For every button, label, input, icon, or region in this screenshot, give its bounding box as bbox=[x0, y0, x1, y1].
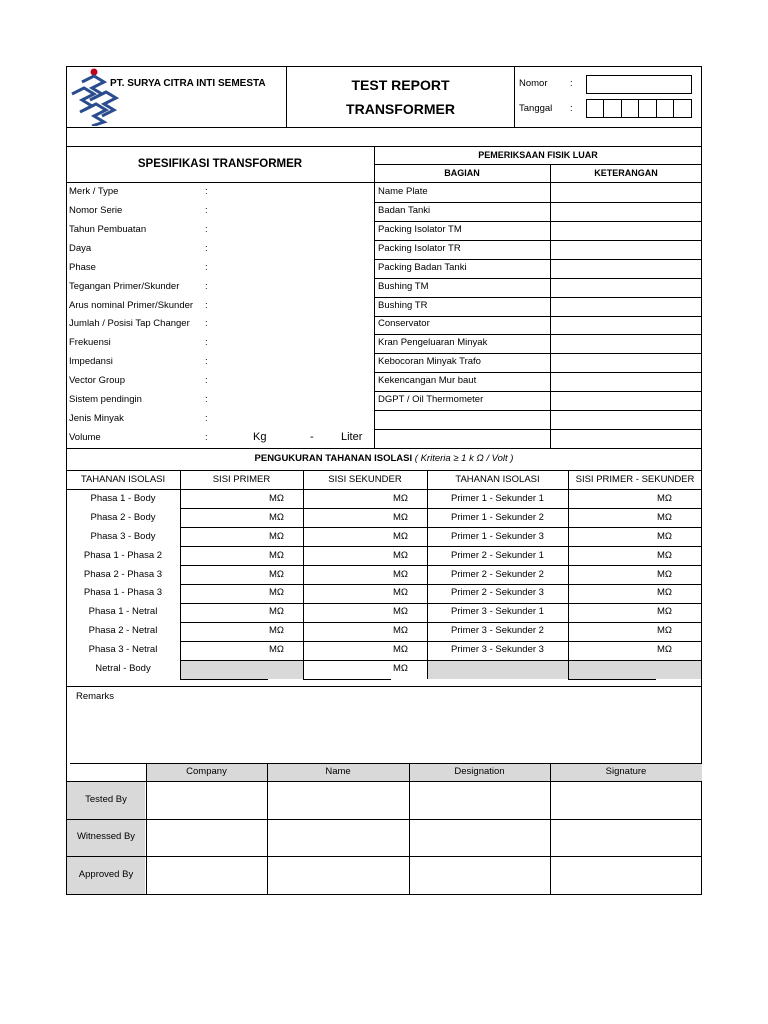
divider bbox=[146, 763, 147, 895]
left-row-label: Phasa 2 - Body bbox=[90, 512, 156, 523]
divider bbox=[568, 470, 569, 679]
nomor-colon: : bbox=[570, 78, 573, 89]
divider bbox=[267, 763, 268, 895]
spec-colon: : bbox=[205, 337, 208, 348]
right-row-label: Primer 1 - Sekunder 1 bbox=[451, 493, 544, 504]
spec-colon: : bbox=[205, 394, 208, 405]
divider bbox=[374, 353, 702, 354]
unit-sekunder: MΩ bbox=[393, 550, 409, 561]
remarks-field[interactable] bbox=[70, 704, 698, 760]
spec-label: Impedansi bbox=[69, 356, 113, 367]
divider bbox=[374, 391, 702, 392]
unit-sekunder: MΩ bbox=[393, 512, 409, 523]
measure-title bbox=[66, 453, 702, 465]
left-row-label: Phasa 1 - Phasa 3 bbox=[83, 587, 163, 598]
divider bbox=[673, 99, 674, 118]
spec-colon: : bbox=[205, 318, 208, 329]
spec-label: Phase bbox=[69, 262, 96, 273]
unit-sekunder: MΩ bbox=[393, 587, 409, 598]
right-row-label: Primer 3 - Sekunder 2 bbox=[451, 625, 544, 636]
divider bbox=[568, 679, 656, 680]
inspection-title: PEMERIKSAAN FISIK LUAR bbox=[478, 150, 598, 160]
unit-sekunder: MΩ bbox=[393, 569, 409, 580]
tanggal-colon: : bbox=[570, 103, 573, 114]
inspection-item: DGPT / Oil Thermometer bbox=[378, 394, 484, 405]
unit-primer-sekunder: MΩ bbox=[657, 569, 673, 580]
unit-primer: MΩ bbox=[269, 512, 285, 523]
left-row-label: Phasa 1 - Phasa 2 bbox=[83, 550, 163, 561]
unit-primer-sekunder: MΩ bbox=[657, 512, 673, 523]
divider bbox=[374, 316, 702, 317]
left-row-label: Phasa 2 - Netral bbox=[88, 625, 158, 636]
left-row-label: Netral - Body bbox=[95, 663, 151, 674]
company-logo bbox=[68, 68, 128, 126]
measure-criteria: ( Kriteria ≥ 1 k Ω / Volt ) bbox=[414, 453, 514, 464]
inspection-col-bagian: BAGIAN bbox=[444, 168, 480, 178]
spec-colon: : bbox=[205, 243, 208, 254]
measure-title-text: PENGUKURAN TAHANAN ISOLASI bbox=[254, 453, 413, 464]
title-line2: TRANSFORMER bbox=[346, 101, 455, 117]
inspection-item: Name Plate bbox=[378, 186, 428, 197]
divider bbox=[374, 410, 702, 411]
spec-label: Arus nominal Primer/Skunder bbox=[69, 300, 194, 311]
spec-colon: : bbox=[205, 281, 208, 292]
company-name: PT. SURYA CITRA INTI SEMESTA bbox=[110, 78, 266, 89]
unit-primer-sekunder: MΩ bbox=[657, 587, 673, 598]
divider bbox=[66, 448, 702, 449]
divider bbox=[638, 99, 639, 118]
divider bbox=[66, 127, 702, 128]
shaded-cell bbox=[428, 661, 568, 679]
tanggal-label: Tanggal bbox=[519, 103, 553, 114]
tanggal-field[interactable] bbox=[586, 99, 692, 118]
remarks-label: Remarks bbox=[76, 691, 115, 702]
divider bbox=[603, 99, 604, 118]
inspection-col-keterangan: KETERANGAN bbox=[594, 168, 658, 178]
unit-primer: MΩ bbox=[269, 625, 285, 636]
left-row-label: Phasa 1 - Body bbox=[90, 493, 156, 504]
right-row-label: Primer 1 - Sekunder 2 bbox=[451, 512, 544, 523]
spec-label: Jumlah / Posisi Tap Changer bbox=[69, 318, 190, 329]
divider bbox=[550, 164, 551, 448]
spec-label: Frekuensi bbox=[69, 337, 111, 348]
volume-kg: Kg bbox=[253, 431, 267, 443]
divider bbox=[374, 259, 702, 260]
divider bbox=[66, 819, 702, 820]
inspection-item: Badan Tanki bbox=[378, 205, 431, 216]
unit-sekunder: MΩ bbox=[393, 606, 409, 617]
spec-title: SPESIFIKASI TRANSFORMER bbox=[137, 158, 303, 170]
spec-colon: : bbox=[205, 375, 208, 386]
spec-label: Vector Group bbox=[69, 375, 125, 386]
divider bbox=[621, 99, 622, 118]
inspection-item: Conservator bbox=[378, 318, 430, 329]
left-row-label: Phasa 1 - Netral bbox=[88, 606, 158, 617]
spec-colon: : bbox=[205, 224, 208, 235]
divider bbox=[409, 763, 410, 895]
divider bbox=[180, 622, 702, 623]
col-header: SISI PRIMER bbox=[212, 474, 271, 485]
shaded-cell bbox=[181, 661, 303, 679]
divider bbox=[303, 470, 304, 679]
shaded-cell bbox=[569, 661, 701, 679]
divider bbox=[180, 470, 181, 679]
divider bbox=[66, 182, 702, 183]
sign-row-label: Tested By bbox=[85, 794, 127, 805]
inspection-item: Packing Isolator TR bbox=[378, 243, 461, 254]
sign-header: Designation bbox=[454, 766, 505, 777]
col-header: TAHANAN ISOLASI bbox=[455, 474, 540, 485]
divider bbox=[66, 856, 702, 857]
left-row-label: Phasa 3 - Body bbox=[90, 531, 156, 542]
spec-label: Nomor Serie bbox=[69, 205, 123, 216]
sign-header: Name bbox=[325, 766, 351, 777]
divider bbox=[374, 372, 702, 373]
divider bbox=[286, 66, 287, 127]
spec-label: Volume bbox=[69, 432, 101, 443]
unit-primer-sekunder: MΩ bbox=[657, 644, 673, 655]
divider bbox=[374, 164, 702, 165]
divider bbox=[656, 99, 657, 118]
spec-label: Tahun Pembuatan bbox=[69, 224, 147, 235]
sign-header: Signature bbox=[605, 766, 647, 777]
volume-dash: - bbox=[310, 431, 314, 443]
inspection-item: Kekencangan Mur baut bbox=[378, 375, 477, 386]
unit-sekunder: MΩ bbox=[393, 663, 409, 674]
right-row-label: Primer 2 - Sekunder 1 bbox=[451, 550, 544, 561]
divider bbox=[180, 546, 702, 547]
divider bbox=[180, 603, 702, 604]
right-row-label: Primer 2 - Sekunder 2 bbox=[451, 569, 544, 580]
divider bbox=[374, 202, 702, 203]
nomor-label: Nomor bbox=[519, 78, 548, 89]
right-row-label: Primer 1 - Sekunder 3 bbox=[451, 531, 544, 542]
right-row-label: Primer 3 - Sekunder 1 bbox=[451, 606, 544, 617]
unit-primer: MΩ bbox=[269, 493, 285, 504]
unit-primer-sekunder: MΩ bbox=[657, 550, 673, 561]
inspection-item: Bushing TR bbox=[378, 300, 428, 311]
divider bbox=[374, 240, 702, 241]
divider bbox=[180, 527, 702, 528]
spec-colon: : bbox=[205, 186, 208, 197]
inspection-item: Kebocoran Minyak Trafo bbox=[378, 356, 481, 367]
volume-liter: Liter bbox=[341, 431, 363, 443]
divider bbox=[550, 763, 551, 895]
spec-label: Daya bbox=[69, 243, 92, 254]
spec-colon: : bbox=[205, 262, 208, 273]
unit-primer-sekunder: MΩ bbox=[657, 493, 673, 504]
divider bbox=[66, 146, 702, 147]
divider bbox=[66, 489, 702, 490]
divider bbox=[66, 781, 702, 782]
divider bbox=[180, 565, 702, 566]
spec-label: Merk / Type bbox=[69, 186, 119, 197]
divider bbox=[374, 297, 702, 298]
unit-primer-sekunder: MΩ bbox=[657, 531, 673, 542]
unit-primer: MΩ bbox=[269, 644, 285, 655]
spec-label: Tegangan Primer/Skunder bbox=[69, 281, 180, 292]
divider bbox=[66, 686, 702, 687]
divider bbox=[374, 278, 702, 279]
divider bbox=[180, 679, 268, 680]
divider bbox=[374, 221, 702, 222]
unit-primer: MΩ bbox=[269, 606, 285, 617]
divider bbox=[180, 508, 702, 509]
divider bbox=[180, 584, 702, 585]
sign-header: Company bbox=[186, 766, 227, 777]
divider bbox=[66, 470, 702, 471]
left-row-label: Phasa 2 - Phasa 3 bbox=[83, 569, 163, 580]
sign-row-label: Witnessed By bbox=[76, 831, 136, 842]
spec-colon: : bbox=[205, 413, 208, 424]
unit-sekunder: MΩ bbox=[393, 493, 409, 504]
right-row-label: Primer 3 - Sekunder 3 bbox=[451, 644, 544, 655]
unit-sekunder: MΩ bbox=[393, 644, 409, 655]
col-header: SISI SEKUNDER bbox=[328, 474, 402, 485]
spec-colon: : bbox=[205, 205, 208, 216]
divider bbox=[180, 641, 702, 642]
divider bbox=[514, 66, 515, 127]
spec-colon: : bbox=[205, 432, 208, 443]
unit-primer: MΩ bbox=[269, 569, 285, 580]
unit-primer-sekunder: MΩ bbox=[657, 625, 673, 636]
spec-label: Jenis Minyak bbox=[69, 413, 124, 424]
unit-sekunder: MΩ bbox=[393, 625, 409, 636]
unit-primer: MΩ bbox=[269, 587, 285, 598]
left-row-label: Phasa 3 - Netral bbox=[88, 644, 158, 655]
col-header: TAHANAN ISOLASI bbox=[80, 474, 166, 485]
divider bbox=[374, 429, 702, 430]
right-row-label: Primer 2 - Sekunder 3 bbox=[451, 587, 544, 598]
inspection-item: Kran Pengeluaran Minyak bbox=[378, 337, 488, 348]
divider bbox=[303, 679, 391, 680]
unit-primer-sekunder: MΩ bbox=[657, 606, 673, 617]
inspection-item: Packing Isolator TM bbox=[378, 224, 462, 235]
inspection-item: Bushing TM bbox=[378, 281, 429, 292]
spec-colon: : bbox=[205, 356, 208, 367]
divider bbox=[374, 334, 702, 335]
spec-label: Sistem pendingin bbox=[69, 394, 142, 405]
unit-primer: MΩ bbox=[269, 531, 285, 542]
col-header: SISI PRIMER - SEKUNDER bbox=[575, 474, 695, 485]
unit-sekunder: MΩ bbox=[393, 531, 409, 542]
inspection-item: Packing Badan Tanki bbox=[378, 262, 467, 273]
title-line1: TEST REPORT bbox=[351, 77, 450, 93]
sign-row-label: Approved By bbox=[78, 869, 134, 880]
unit-primer: MΩ bbox=[269, 550, 285, 561]
nomor-field[interactable] bbox=[586, 75, 692, 94]
spec-colon: : bbox=[205, 300, 208, 311]
